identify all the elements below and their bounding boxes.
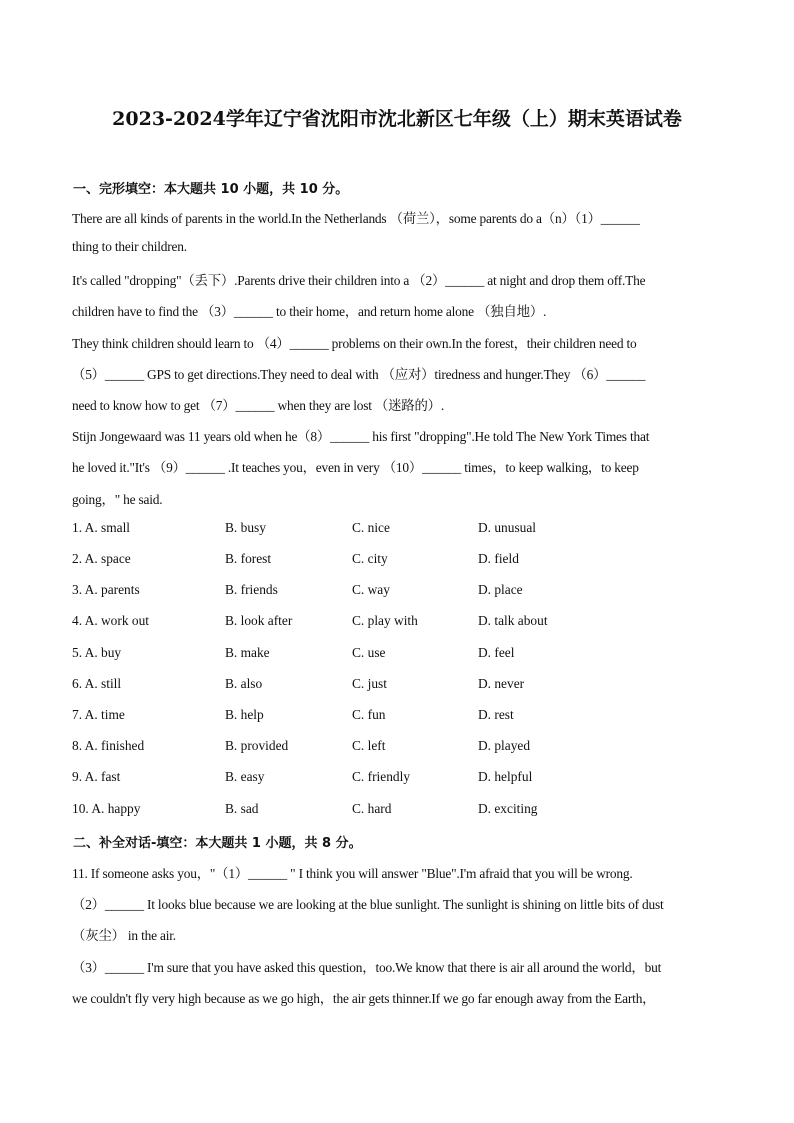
- passage-line: They think children should learn to （4）______ problems on their own.In the forest，their children need to: [72, 336, 637, 351]
- option-a: 8. A. finished: [72, 738, 145, 753]
- option-a: 4. A. work out: [72, 613, 149, 628]
- option-b: B. make: [225, 645, 270, 660]
- question-row-6: [72, 676, 722, 694]
- question-row-10: [72, 801, 722, 819]
- passage-line: he loved it."It's （9）______ .It teaches you，even in very （10）______ times，to keep walking，to keep: [72, 460, 639, 475]
- option-a: 5. A. buy: [72, 645, 122, 660]
- passage-line: need to know how to get （7）______ when they are lost （迷路的）.: [72, 398, 445, 413]
- option-b: B. forest: [225, 551, 272, 566]
- option-b: B. friends: [225, 582, 278, 597]
- option-c: C. friendly: [352, 769, 411, 784]
- option-c: C. hard: [352, 801, 392, 816]
- option-c: C. use: [352, 645, 386, 660]
- option-b: B. sad: [225, 801, 259, 816]
- option-a: 9. A. fast: [72, 769, 121, 784]
- option-c: C. left: [352, 738, 386, 753]
- passage-line: Stijn Jongewaard was 11 years old when he（8）______ his first "dropping".He told The New York Times that: [72, 429, 650, 444]
- passage-line: going，" he said.: [72, 492, 163, 507]
- section-heading-dialogue: 二、补全对话-填空：本大题共 1 小题，共 8 分。: [73, 836, 362, 851]
- passage-line: （2）______ It looks blue because we are looking at the blue sunlight. The sunlight is shining on little bits of dust: [72, 897, 664, 912]
- option-c: C. fun: [352, 707, 386, 722]
- option-a: 6. A. still: [72, 676, 122, 691]
- option-d: D. unusual: [478, 520, 537, 535]
- option-c: C. city: [352, 551, 388, 566]
- passage-line: 11. If someone asks you，"（1）______ " I think you will answer "Blue".I'm afraid that you will be wrong.: [72, 866, 633, 881]
- option-d: D. helpful: [478, 769, 533, 784]
- option-a: 1. A. small: [72, 520, 131, 535]
- question-row-5: [72, 645, 722, 663]
- option-a: 3. A. parents: [72, 582, 140, 597]
- option-d: D. never: [478, 676, 525, 691]
- passage-line: thing to their children.: [72, 239, 187, 254]
- option-a: 7. A. time: [72, 707, 125, 722]
- option-d: D. rest: [478, 707, 514, 722]
- passage-line: （灰尘） in the air.: [72, 928, 176, 943]
- passage-line: we couldn't fly very high because as we go high，the air gets thinner.If we go far enough away from the Earth，: [72, 991, 656, 1006]
- page-title: 2023-2024学年辽宁省沈阳市沈北新区七年级（上）期末英语试卷: [112, 108, 682, 130]
- option-b: B. also: [225, 676, 263, 691]
- option-d: D. exciting: [478, 801, 538, 816]
- option-d: D. feel: [478, 645, 515, 660]
- question-row-1: [72, 520, 722, 538]
- option-d: D. place: [478, 582, 523, 597]
- option-b: B. provided: [225, 738, 289, 753]
- question-row-4: [72, 613, 722, 631]
- passage-line: children have to find the （3）______ to their home，and return home alone （独自地）.: [72, 304, 547, 319]
- option-a: 10. A. happy: [72, 801, 141, 816]
- option-c: C. way: [352, 582, 390, 597]
- question-row-8: [72, 738, 722, 756]
- section-heading-cloze: 一、完形填空：本大题共 10 小题，共 10 分。: [73, 182, 349, 197]
- option-a: 2. A. space: [72, 551, 131, 566]
- option-c: C. just: [352, 676, 387, 691]
- question-row-9: [72, 769, 722, 787]
- option-b: B. busy: [225, 520, 266, 535]
- question-row-2: [72, 551, 722, 569]
- option-b: B. easy: [225, 769, 265, 784]
- passage-line: （5）______ GPS to get directions.They need to deal with （应对）tiredness and hunger.They （6）______: [72, 367, 646, 382]
- passage-line: There are all kinds of parents in the world.In the Netherlands （荷兰），some parents do a（n）（1）______: [72, 211, 640, 226]
- option-d: D. field: [478, 551, 519, 566]
- passage-line: It's called "dropping"（丢下）.Parents drive their children into a （2）______ at night and drop them off.The: [72, 273, 646, 288]
- option-b: B. help: [225, 707, 264, 722]
- option-c: C. play with: [352, 613, 418, 628]
- question-row-7: [72, 707, 722, 725]
- passage-line: （3）______ I'm sure that you have asked this question，too.We know that there is air all around the world，but: [72, 960, 662, 975]
- option-c: C. nice: [352, 520, 390, 535]
- option-d: D. talk about: [478, 613, 548, 628]
- option-b: B. look after: [225, 613, 293, 628]
- question-row-3: [72, 582, 722, 600]
- option-d: D. played: [478, 738, 531, 753]
